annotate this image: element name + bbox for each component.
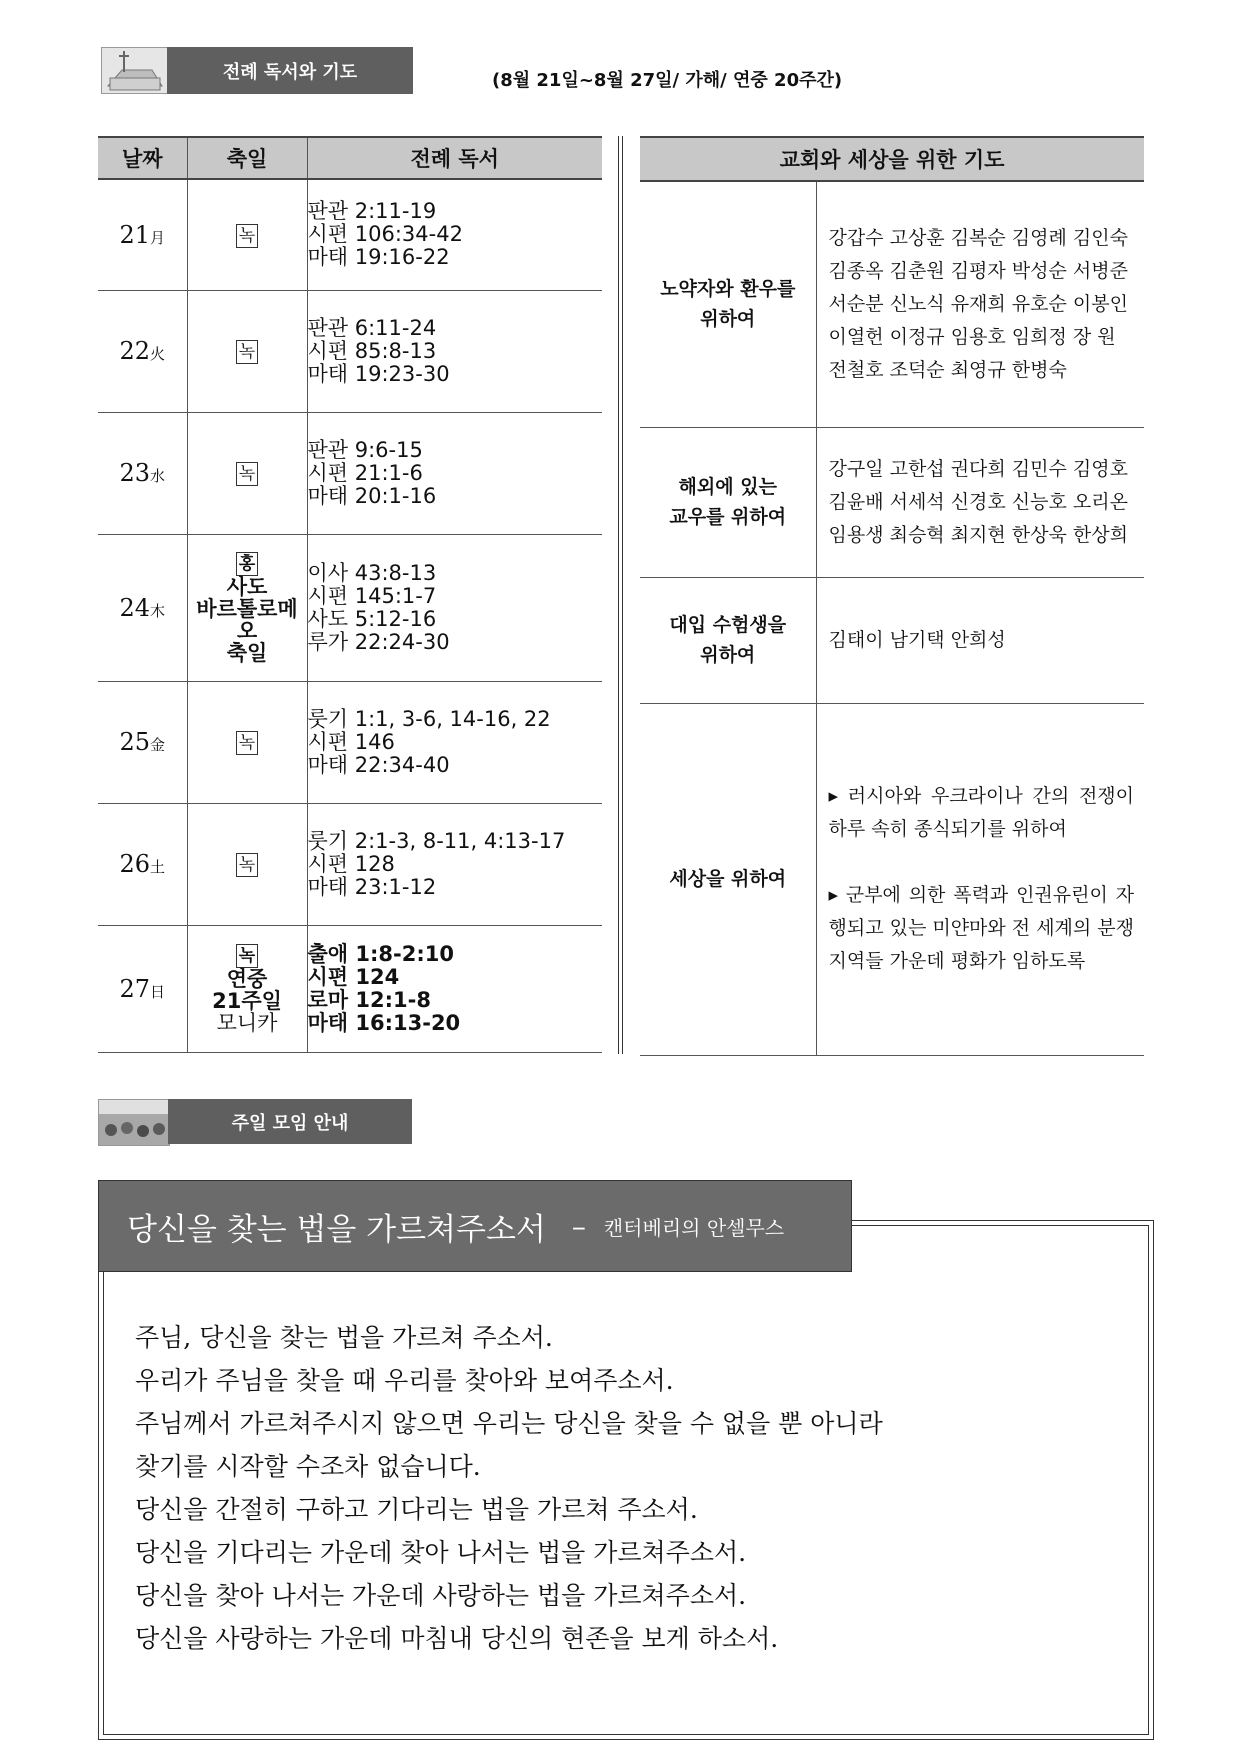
liturgical-color-badge: 녹 bbox=[236, 224, 258, 248]
church-photo bbox=[101, 47, 169, 94]
prayer-line: 당신을 사랑하는 가운데 마침내 당신의 현존을 보게 하소서. bbox=[135, 1624, 779, 1653]
date-cell: 27日 bbox=[98, 925, 187, 1052]
date-cell: 26土 bbox=[98, 803, 187, 925]
prayer-line: 우리가 주님을 찾을 때 우리를 찾아와 보여주소서. bbox=[135, 1366, 674, 1395]
feast-cell: 녹 연중 21주일 모니카 bbox=[187, 925, 307, 1052]
liturgical-color-badge: 녹 bbox=[236, 731, 258, 755]
readings-cell: 룻기 1:1, 3-6, 14-16, 22 시편 146 마태 22:34-40 bbox=[307, 681, 602, 803]
prayer-table-title: 교회와 세상을 위한 기도 bbox=[640, 137, 1144, 181]
prayer-header-row bbox=[640, 137, 1144, 181]
table-row bbox=[640, 703, 1144, 1055]
readings-cell: 룻기 2:1-3, 8-11, 4:13-17 시편 128 마태 23:1-12 bbox=[307, 803, 602, 925]
table-row bbox=[640, 181, 1144, 427]
liturgical-color-badge: 녹 bbox=[236, 853, 258, 877]
date-cell: 25金 bbox=[98, 681, 187, 803]
date-cell: 23水 bbox=[98, 412, 187, 534]
feast-cell bbox=[187, 803, 307, 925]
prayer-world-items bbox=[816, 703, 1144, 1055]
world-item: ▸ 군부에 의한 폭력과 인권유린이 자행되고 있는 미얀마와 전 세계의 분쟁 지역들 가운데 평화가 임하도록 bbox=[828, 884, 1135, 972]
prayer-names: 강갑수 고상훈 김복순 김영례 김인숙 김종옥 김춘원 김평자 박성순 서병준 서순분 신노식 유재희 유호순 이봉인 이열헌 이정규 임용호 임희정 장 원 전철호 조덕순 최영규 한병숙 bbox=[816, 181, 1144, 427]
prayer-line: 당신을 간절히 구하고 기다리는 법을 가르쳐 주소서. bbox=[135, 1495, 698, 1524]
col-readings: 전례 독서 bbox=[307, 137, 602, 179]
table-row bbox=[98, 290, 602, 412]
prayer-line: 당신을 찾아 나서는 가운데 사랑하는 법을 가르쳐주소서. bbox=[135, 1581, 747, 1610]
liturgical-color-badge: 녹 bbox=[236, 944, 258, 968]
readings-cell: 출애 1:8-2:10 시편 124 로마 12:1-8 마태 16:13-20 bbox=[307, 925, 602, 1052]
readings-table bbox=[98, 136, 602, 1053]
table-row bbox=[640, 427, 1144, 577]
section-title-gathering: 주일 모임 안내 bbox=[168, 1099, 412, 1144]
col-feast: 축일 bbox=[187, 137, 307, 179]
prayer-heading: 노약자와 환우를 위하여 bbox=[640, 181, 816, 427]
prayer-names: 강구일 고한섭 권다희 김민수 김영호 김윤배 서세석 신경호 신능호 오리온 임용생 최승혁 최지현 한상욱 한상희 bbox=[816, 427, 1144, 577]
prayer-heading: 대입 수험생을 위하여 bbox=[640, 577, 816, 703]
gathering-photo bbox=[98, 1099, 170, 1146]
world-item: ▸ 러시아와 우크라이나 간의 전쟁이 하루 속히 종식되기를 위하여 bbox=[828, 785, 1135, 840]
table-row bbox=[640, 577, 1144, 703]
table-row bbox=[98, 534, 602, 681]
church-icon bbox=[102, 48, 168, 93]
date-cell: 24木 bbox=[98, 534, 187, 681]
feast-cell bbox=[187, 681, 307, 803]
readings-cell: 판관 6:11-24 시편 85:8-13 마태 19:23-30 bbox=[307, 290, 602, 412]
title-dash: – bbox=[571, 1209, 586, 1243]
feast-cell: 홍 사도 바르톨로메오 축일 bbox=[187, 534, 307, 681]
col-date: 날짜 bbox=[98, 137, 187, 179]
table-row bbox=[98, 412, 602, 534]
feast-cell bbox=[187, 290, 307, 412]
table-row bbox=[98, 925, 602, 1052]
prayer-title: 당신을 찾는 법을 가르쳐주소서 bbox=[127, 1211, 546, 1248]
table-row bbox=[98, 179, 602, 290]
table-row bbox=[98, 803, 602, 925]
readings-cell: 판관 2:11-19 시편 106:34-42 마태 19:16-22 bbox=[307, 179, 602, 290]
liturgical-color-badge: 녹 bbox=[236, 340, 258, 364]
liturgical-color-badge: 홍 bbox=[236, 552, 258, 576]
readings-cell: 판관 9:6-15 시편 21:1-6 마태 20:1-16 bbox=[307, 412, 602, 534]
prayer-line: 주님, 당신을 찾는 법을 가르쳐 주소서. bbox=[135, 1323, 553, 1352]
prayer-table bbox=[640, 136, 1144, 1056]
prayer-author: 캔터베리의 안셀무스 bbox=[603, 1215, 785, 1240]
prayer-heading: 세상을 위하여 bbox=[640, 703, 816, 1055]
prayer-title-bar bbox=[98, 1180, 852, 1272]
prayer-heading: 해외에 있는 교우를 위하여 bbox=[640, 427, 816, 577]
prayer-names: 김태이 남기택 안희성 bbox=[816, 577, 1144, 703]
section-title-readings: 전례 독서와 기도 bbox=[167, 47, 413, 94]
date-cell: 21月 bbox=[98, 179, 187, 290]
prayer-line: 찾기를 시작할 수조차 없습니다. bbox=[135, 1452, 481, 1481]
gathering-photo-icon bbox=[99, 1100, 169, 1145]
feast-cell bbox=[187, 179, 307, 290]
feast-cell bbox=[187, 412, 307, 534]
prayer-line: 당신을 기다리는 가운데 찾아 나서는 법을 가르쳐주소서. bbox=[135, 1538, 747, 1567]
column-divider bbox=[618, 136, 623, 1054]
liturgical-color-badge: 녹 bbox=[236, 462, 258, 486]
table-row bbox=[98, 681, 602, 803]
date-cell: 22火 bbox=[98, 290, 187, 412]
readings-header-row bbox=[98, 137, 602, 179]
prayer-line: 주님께서 가르쳐주시지 않으면 우리는 당신을 찾을 수 없을 뿐 아니라 bbox=[135, 1409, 883, 1438]
readings-cell: 이사 43:8-13 시편 145:1-7 사도 5:12-16 루가 22:24-30 bbox=[307, 534, 602, 681]
period-text: (8월 21일~8월 27일/ 가해/ 연중 20주간) bbox=[492, 70, 843, 91]
